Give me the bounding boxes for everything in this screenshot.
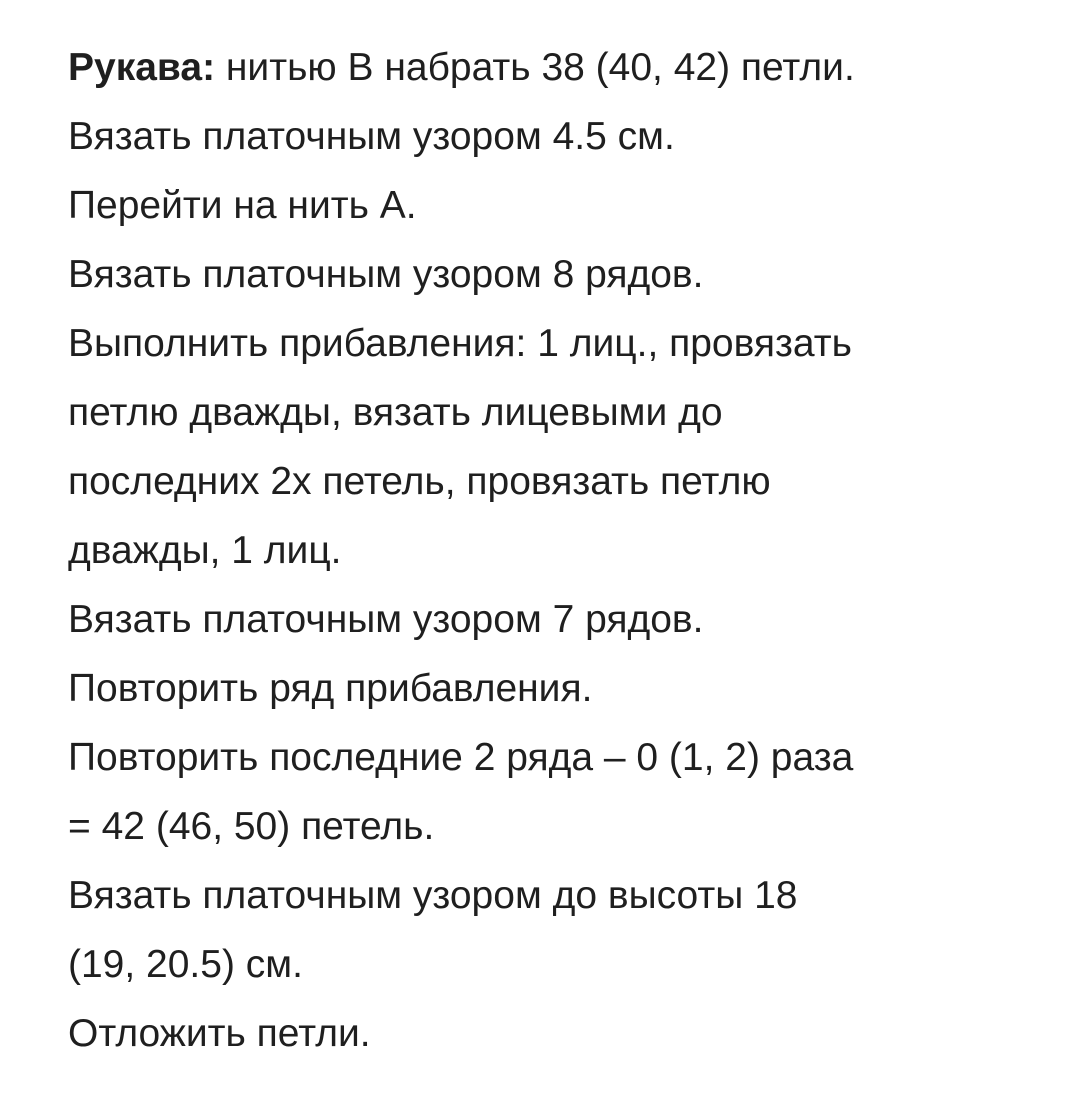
instruction-line-1 — [68, 48, 855, 87]
section-heading-sleeves: Рукава: — [68, 46, 216, 89]
instruction-line-7: последних 2х петель, провязать петлю — [68, 460, 771, 503]
instruction-line-14: (19, 20.5) см. — [68, 943, 303, 986]
instruction-line-12: = 42 (46, 50) петель. — [68, 805, 435, 848]
instruction-line-4: Вязать платочным узором 8 рядов. — [68, 253, 704, 296]
instruction-line-15: Отложить петли. — [68, 1012, 371, 1055]
instruction-line-10: Повторить ряд прибавления. — [68, 667, 593, 710]
instruction-line-13: Вязать платочным узором до высоты 18 — [68, 874, 798, 917]
instruction-line-3: Перейти на нить А. — [68, 184, 417, 227]
instruction-line-5: Выполнить прибавления: 1 лиц., провязать — [68, 322, 852, 365]
instruction-line-11: Повторить последние 2 ряда – 0 (1, 2) раза — [68, 736, 854, 779]
instruction-line-6: петлю дважды, вязать лицевыми до — [68, 391, 723, 434]
instruction-text: нитью В набрать 38 (40, 42) петли. — [215, 46, 855, 89]
instruction-line-8: дважды, 1 лиц. — [68, 529, 342, 572]
instruction-line-9: Вязать платочным узором 7 рядов. — [68, 598, 704, 641]
instruction-line-2: Вязать платочным узором 4.5 см. — [68, 115, 675, 158]
